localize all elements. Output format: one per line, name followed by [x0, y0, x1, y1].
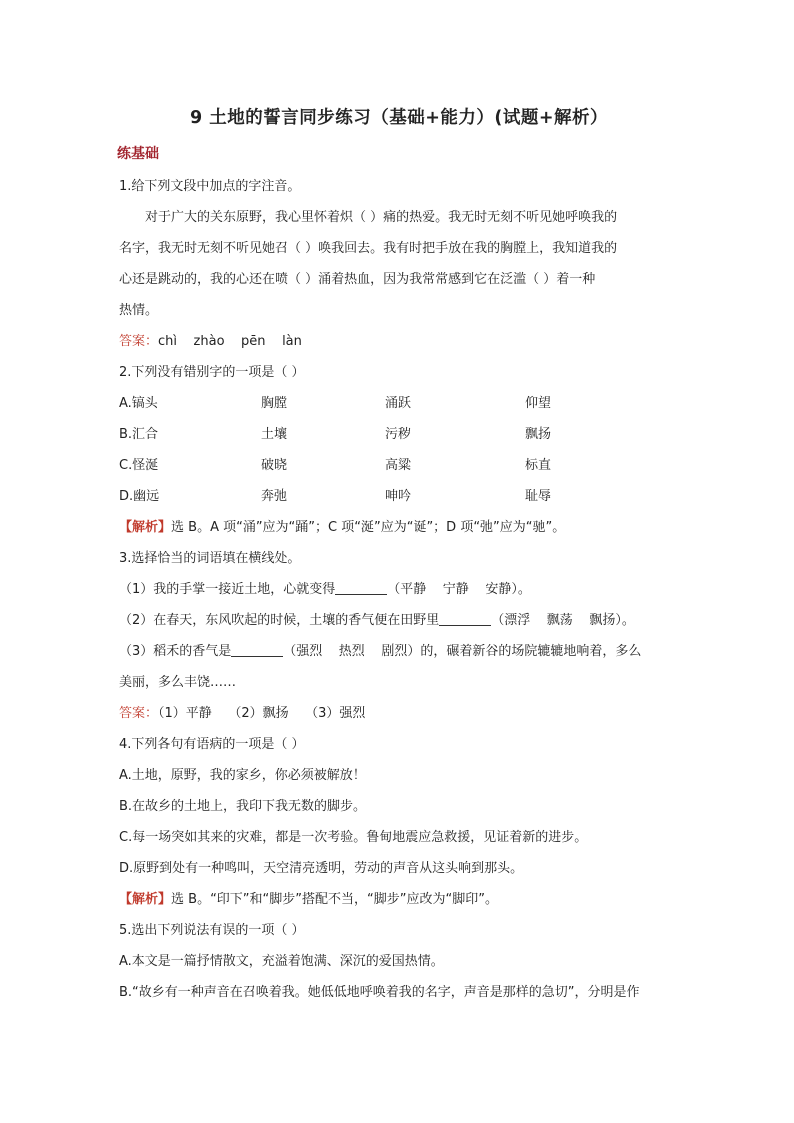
q3-item-3	[119, 636, 679, 667]
item-text: （1）我的手掌一接近土地，心就变得	[119, 582, 336, 597]
section-heading: 练基础	[117, 146, 159, 162]
option-cell: A.镐头	[119, 396, 158, 411]
option-cell: 高粱	[385, 458, 412, 473]
option-cell: 仰望	[525, 396, 552, 411]
q4-option-a: A.土地，原野，我的家乡，你必须被解放！	[119, 768, 366, 783]
q1-paragraph-line-4: 热情。	[119, 303, 159, 318]
page-title: 9 土地的誓言同步练习（基础+能力）(试题+解析）	[189, 108, 609, 128]
answer-text: （1）平静 （2）飘扬 （3）强烈	[158, 706, 366, 721]
fill-blank	[439, 611, 491, 626]
fill-blank	[335, 580, 387, 595]
q4-stem: 4.下列各句有语病的一项是（ ）	[119, 737, 305, 752]
q3-item-1	[119, 574, 679, 605]
q2-option-row-d	[119, 481, 679, 512]
q2-option-row-b	[119, 419, 679, 450]
fill-blank	[231, 642, 283, 657]
option-cell: 胸膛	[261, 396, 288, 411]
q5-stem: 5.选出下列说法有误的一项（ ）	[119, 923, 305, 938]
option-cell: 涌跃	[385, 396, 412, 411]
answer-label: 答案：	[119, 706, 159, 721]
q4-option-c: C.每一场突如其来的灾难，都是一次考验。鲁甸地震应急救援，见证着新的进步。	[119, 830, 588, 845]
answer-text: chì zhào pēn làn	[158, 334, 302, 349]
q1-paragraph-line-3: 心还是跳动的，我的心还在喷（ ）涌着热血，因为我常常感到它在泛滥（ ）着一种	[119, 272, 596, 287]
q5-option-b: B.“故乡有一种声音在召唤着我。她低低地呼唤着我的名字，声音是那样的急切”，分明是作	[119, 985, 640, 1000]
q1-paragraph-line-2: 名字，我无时无刻不听见她召（ ）唤我回去。我有时把手放在我的胸膛上，我知道我的	[119, 241, 618, 256]
analysis-label: 【解析】	[119, 892, 172, 907]
analysis-text: 选 B。“印下”和“脚步”搭配不当，“脚步”应改为“脚印”。	[171, 892, 498, 907]
option-cell: 标直	[525, 458, 552, 473]
option-cell: 破晓	[261, 458, 288, 473]
option-cell: B.汇合	[119, 427, 159, 442]
item-choices: （平静 宁静 安静）。	[387, 582, 531, 597]
q4-analysis	[119, 884, 679, 915]
q1-stem: 1.给下列文段中加点的字注音。	[119, 179, 301, 194]
option-cell: 飘扬	[525, 427, 552, 442]
q4-option-b: B.在故乡的土地上，我印下我无数的脚步。	[119, 799, 367, 814]
document-content	[119, 104, 679, 1008]
option-cell: D.幽远	[119, 489, 160, 504]
option-cell: 呻吟	[385, 489, 412, 504]
q3-stem: 3.选择恰当的词语填在横线处。	[119, 551, 301, 566]
q2-option-row-c	[119, 450, 679, 481]
q2-option-row-a	[119, 388, 679, 419]
analysis-text: 选 B。A 项“涌”应为“踊”；C 项“涎”应为“诞”；D 项“弛”应为“驰”。	[171, 520, 566, 535]
q3-continuation: 美丽，多么丰饶……	[119, 675, 237, 690]
answer-label: 答案：	[119, 334, 159, 349]
q2-analysis	[119, 512, 679, 543]
analysis-label: 【解析】	[119, 520, 172, 535]
item-text: （2）在春天，东风吹起的时候，土壤的香气便在田野里	[119, 613, 440, 628]
q1-paragraph-line-1: 对于广大的关东原野，我心里怀着炽（ ）痛的热爱。我无时无刻不听见她呼唤我的	[145, 210, 618, 225]
option-cell: 耻辱	[525, 489, 552, 504]
option-cell: 奔弛	[261, 489, 288, 504]
option-cell: 污秽	[385, 427, 412, 442]
q1-answer	[119, 326, 679, 357]
item-choices: （强烈 热烈 剧烈）的，碾着新谷的场院辘辘地响着，多么	[283, 644, 642, 659]
q3-item-2	[119, 605, 679, 636]
item-choices: （漂浮 飘荡 飘扬）。	[491, 613, 635, 628]
item-text: （3）稻禾的香气是	[119, 644, 232, 659]
option-cell: 土壤	[261, 427, 288, 442]
q2-stem: 2.下列没有错别字的一项是（ ）	[119, 365, 305, 380]
q3-answer	[119, 698, 679, 729]
q4-option-d: D.原野到处有一种鸣叫，天空清亮透明，劳动的声音从这头响到那头。	[119, 861, 524, 876]
option-cell: C.怪涎	[119, 458, 159, 473]
q5-option-a: A.本文是一篇抒情散文，充溢着饱满、深沉的爱国热情。	[119, 954, 444, 969]
